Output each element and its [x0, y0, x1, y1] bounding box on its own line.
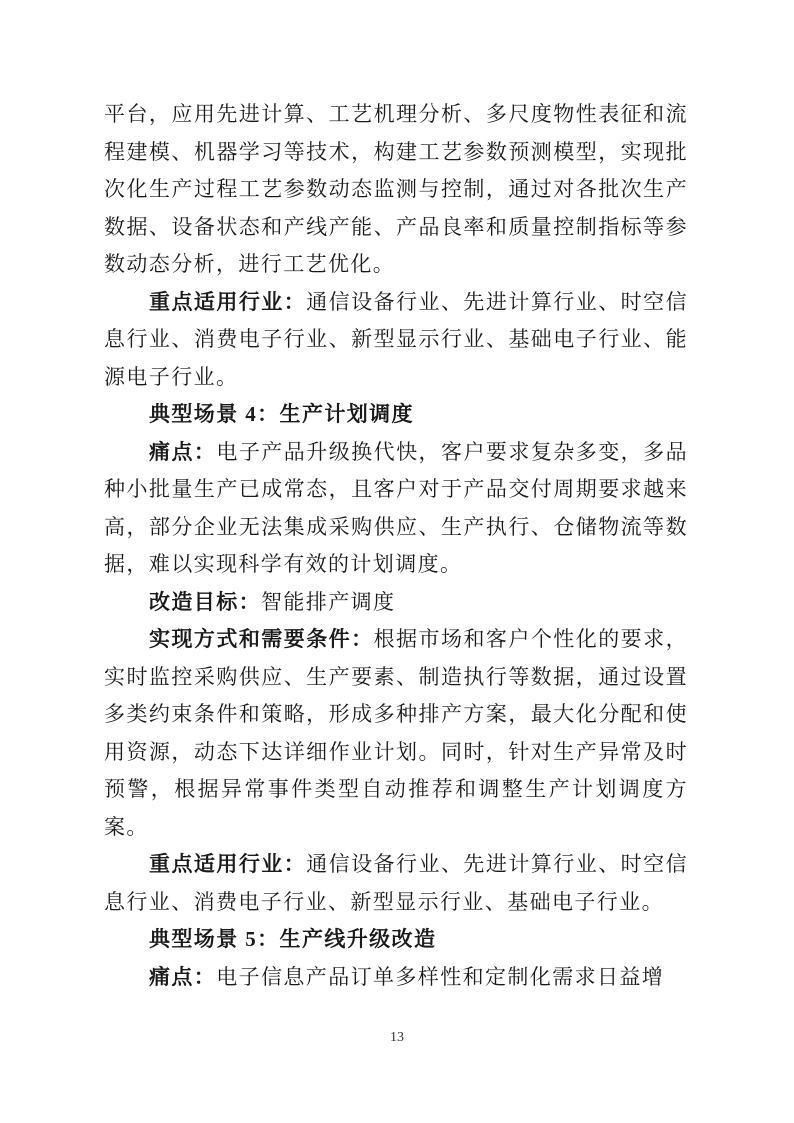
page-number: 13: [390, 1030, 404, 1045]
section-heading: [104, 396, 688, 434]
bold-label: 实现方式和需要条件：: [149, 627, 374, 651]
text-segment: 根据市场和客户个性化的要求，实时监控采购供应、生产要素、制造执行等数据，通过设置多类约束条件和策略，形成多种排产方案，最大化分配和使用资源，动态下达详细作业计划。同时，针对生产异常及时预警，根据异常事件类型自动推荐和调整生产计划调度方案。: [104, 627, 688, 839]
text-segment: 通信设备行业、先进计算行业、时空信息行业、消费电子行业、新型显示行业、基础电子行业、能源电子行业。: [104, 289, 688, 389]
text-segment: 通信设备行业、先进计算行业、时空信息行业、消费电子行业、新型显示行业、基础电子行业。: [104, 852, 688, 914]
text-segment: 平台，应用先进计算、工艺机理分析、多尺度物性表征和流程建模、机器学习等技术，构建工艺参数预测模型，实现批次化生产过程工艺参数动态监测与控制，通过对各批次生产数据、设备状态和产线产能、产品良率和质量控制指标等参数动态分析，进行工艺优化。: [104, 102, 688, 276]
page-footer: [0, 1028, 794, 1046]
bold-label: 重点适用行业：: [149, 289, 307, 314]
document-body: [104, 96, 688, 996]
bold-label: 典型场景 5：生产线升级改造: [149, 927, 437, 951]
text-segment: 智能排产调度: [261, 589, 396, 614]
paragraph: [104, 284, 688, 397]
bold-label: 重点适用行业：: [149, 852, 307, 876]
paragraph: [104, 434, 688, 584]
paragraph: [104, 959, 688, 997]
paragraph: [104, 621, 688, 846]
bold-label: 改造目标：: [149, 589, 261, 614]
text-segment: 电子信息产品订单多样性和定制化需求日益增: [216, 964, 665, 989]
paragraph: [104, 584, 688, 622]
bold-label: 典型场景 4：生产计划调度: [149, 402, 414, 426]
paragraph: [104, 846, 688, 921]
section-heading: [104, 921, 688, 959]
bold-label: 痛点：: [149, 964, 217, 989]
text-segment: 电子产品升级换代快，客户要求复杂多变，多品种小批量生产已成常态，且客户对于产品交付周期要求越来高，部分企业无法集成采购供应、生产执行、仓储物流等数据，难以实现科学有效的计划调度。: [104, 439, 688, 576]
bold-label: 痛点：: [149, 439, 217, 464]
paragraph: [104, 96, 688, 284]
